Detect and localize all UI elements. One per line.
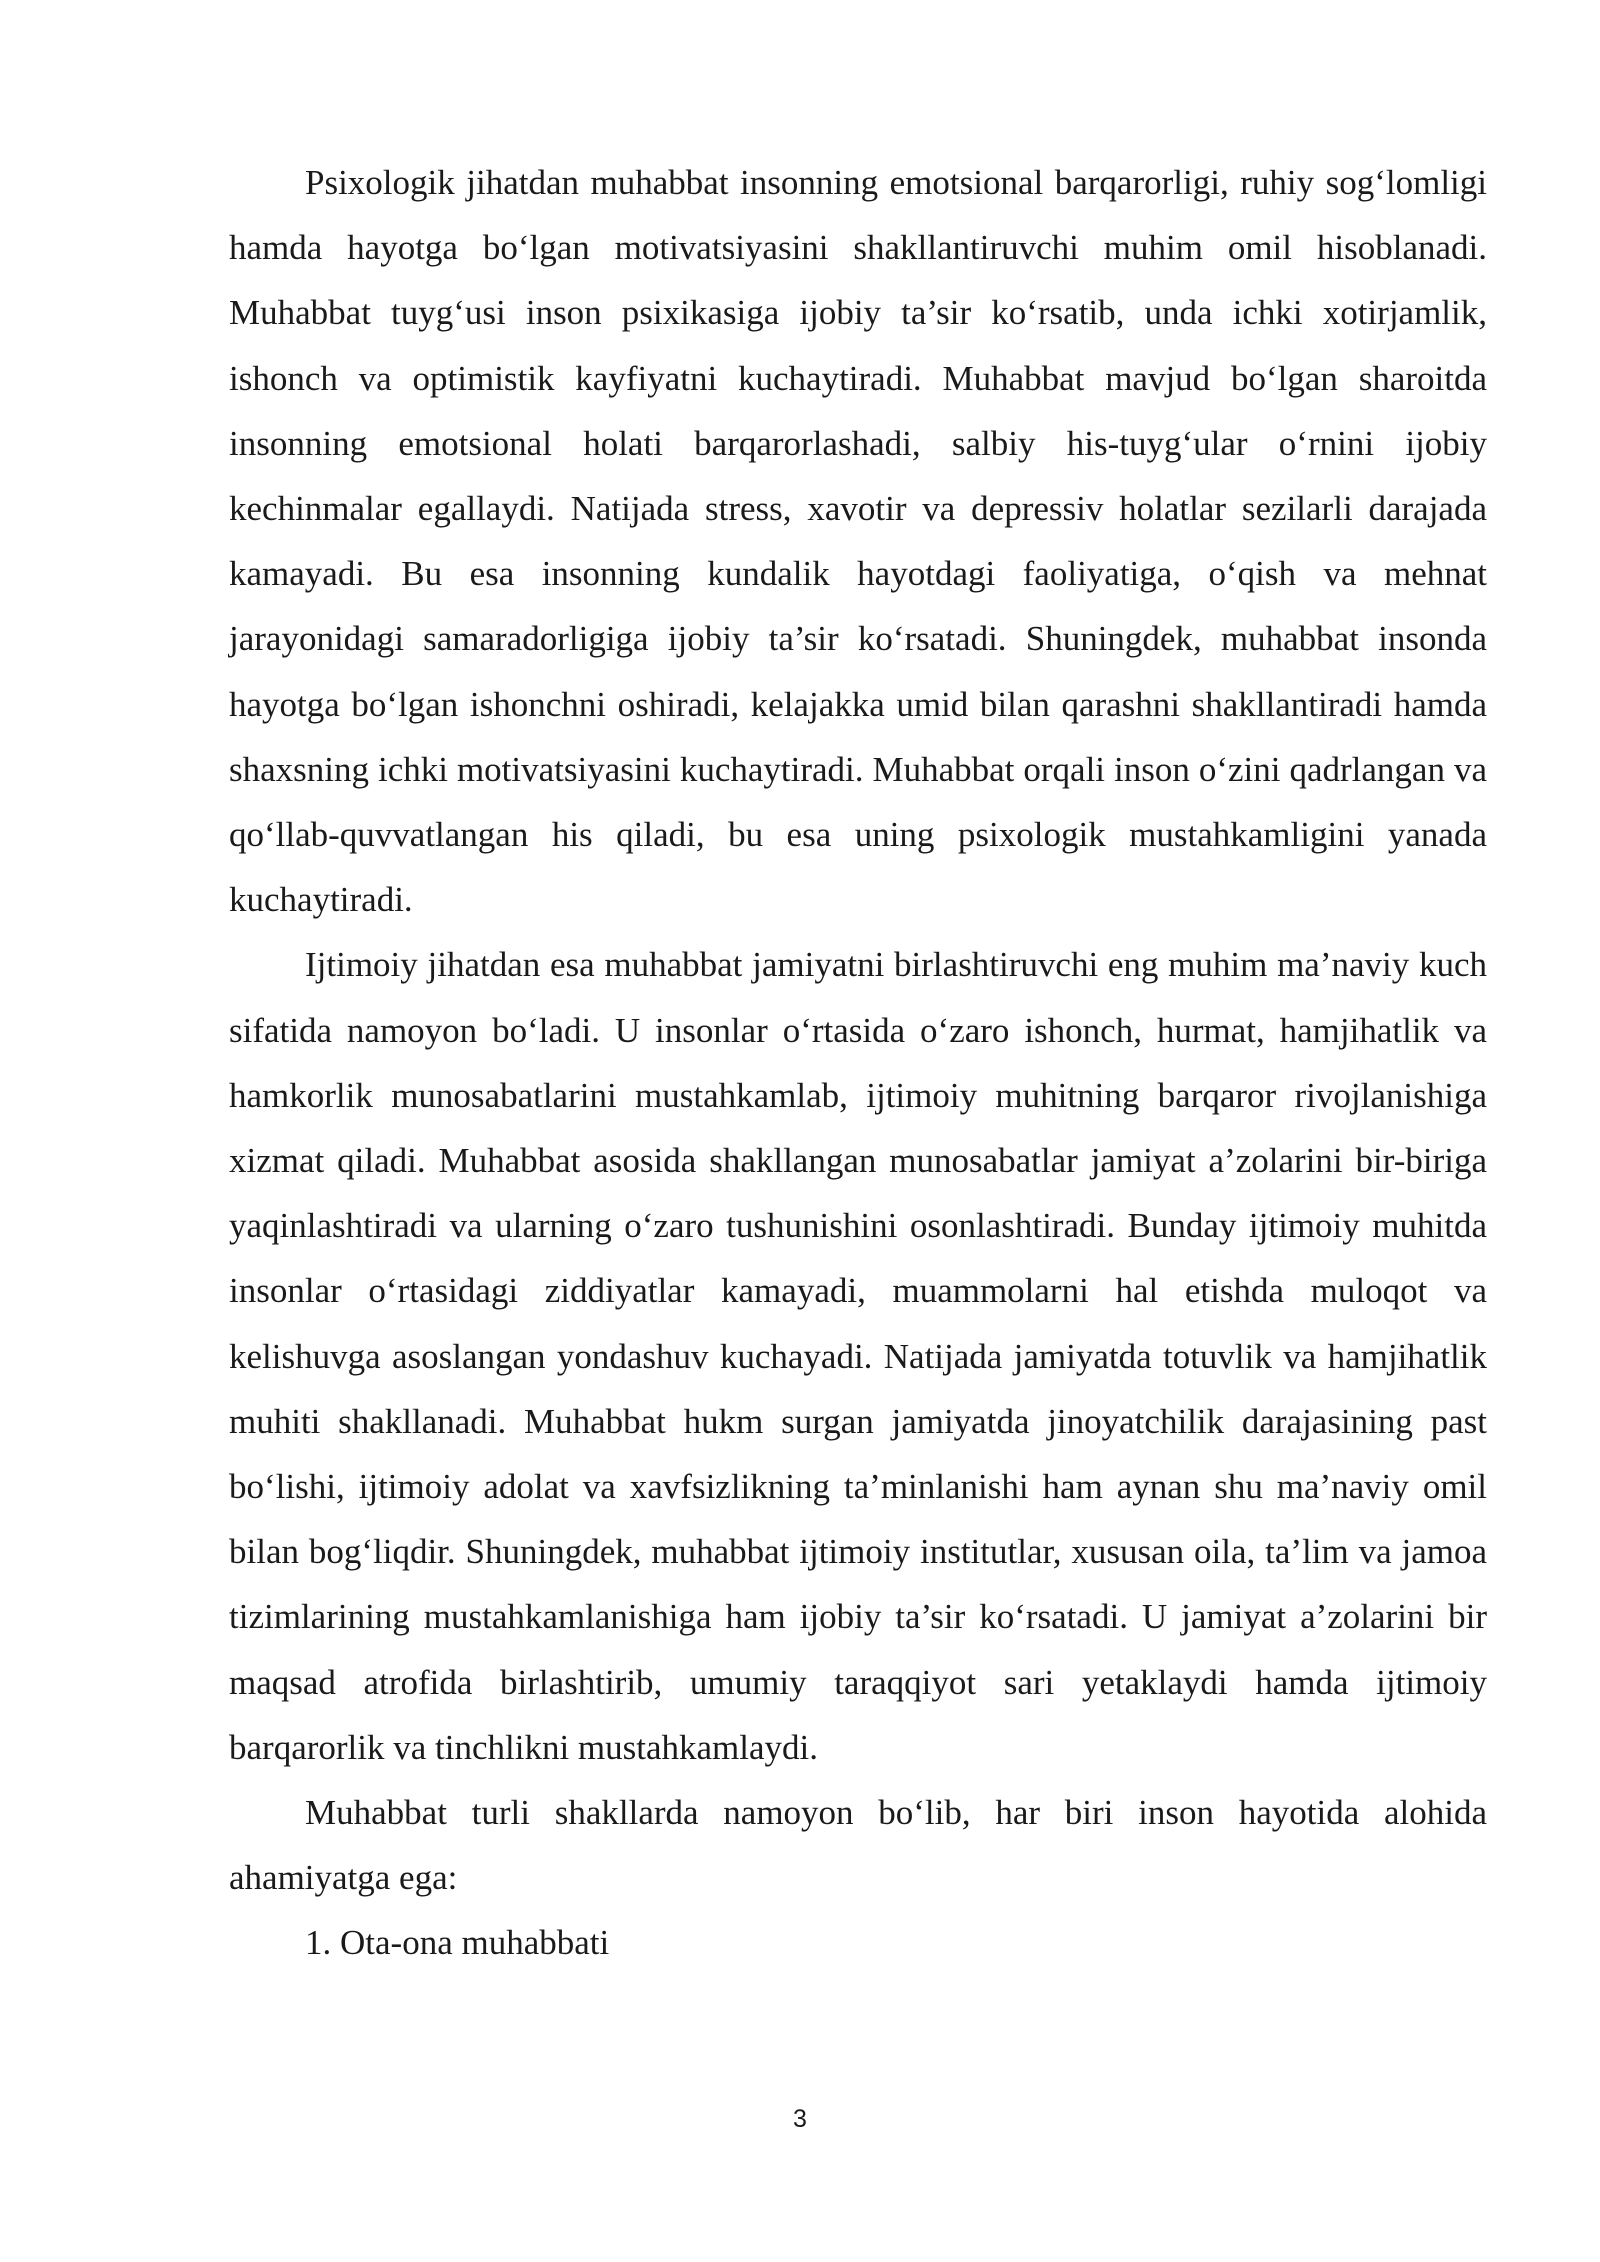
list-item-parental-love: 1. Ota-ona muhabbati <box>305 1923 610 1963</box>
paragraph-social: Ijtimoiy jihatdan esa muhabbat jamiyatni birlashtiruvchi eng muhim ma’naviy kuch sifatida namoyon bo‘ladi. U insonlar o‘rtasida o‘zaro ishonch, hurmat, hamjihatlik va hamkorlik munosabatlarini mustahkamlab, ijtimoiy muhitning barqaror rivojlanishiga xizmat qiladi. Muhabbat asosida shakllangan munosabatlar jamiyat a’zolarini bir-biriga yaqinlashtiradi va ularning o‘zaro tushunishini osonlashtiradi. Bunday ijtimoiy muhitda insonlar o‘rtasidagi ziddiyatlar kamayadi, muammolarni hal etishda muloqot va kelishuvga asoslangan yondashuv kuchayadi. Natijada jamiyatda totuvlik va hamjihatlik muhiti shakllanadi. Muhabbat hukm surgan jamiyatda jinoyatchilik darajasining past bo‘lishi, ijtimoiy adolat va xavfsizlikning ta’minlanishi ham aynan shu ma’naviy omil bilan bog‘liqdir. Shuningdek, muhabbat ijtimoiy institutlar, xususan oila, ta’lim va jamoa tizimlarining mustahkamlanishiga ham ijobiy ta’sir ko‘rsatadi. U jamiyat a’zolarini bir maqsad atrofida birlashtirib, umumiy taraqqiyot sari yetaklaydi hamda ijtimoiy barqarorlik va tinchlikni mustahkamlaydi. <box>229 945 1487 1767</box>
paragraph-psychological: Psixologik jihatdan muhabbat insonning emotsional barqarorligi, ruhiy sog‘lomligi hamda hayotga bo‘lgan motivatsiyasini shakllantiruvchi muhim omil hisoblanadi. Muhabbat tuyg‘usi inson psixikasiga ijobiy ta’sir ko‘rsatib, unda ichki xotirjamlik, ishonch va optimistik kayfiyatni kuchaytiradi. Muhabbat mavjud bo‘lgan sharoitda insonning emotsional holati barqarorlashadi, salbiy his-tuyg‘ular o‘rnini ijobiy kechinmalar egallaydi. Natijada stress, xavotir va depressiv holatlar sezilarli darajada kamayadi. Bu esa insonning kundalik hayotdagi faoliyatiga, o‘qish va mehnat jarayonidagi samaradorligiga ijobiy ta’sir ko‘rsatadi. Shuningdek, muhabbat insonda hayotga bo‘lgan ishonchni oshiradi, kelajakka umid bilan qarashni shakllantiradi hamda shaxsning ichki motivatsiyasini kuchaytiradi. Muhabbat orqali inson o‘zini qadrlangan va qo‘llab-quvvatlangan his qiladi, bu esa uning psixologik mustahkamligini yanada kuchaytiradi. <box>229 163 1487 920</box>
paragraph-forms-intro: Muhabbat turli shakllarda namoyon bo‘lib, har biri inson hayotida alohida ahamiyatga ega: <box>229 1793 1487 1898</box>
page-number: 3 <box>793 2105 807 2133</box>
document-body <box>229 150 1487 1976</box>
